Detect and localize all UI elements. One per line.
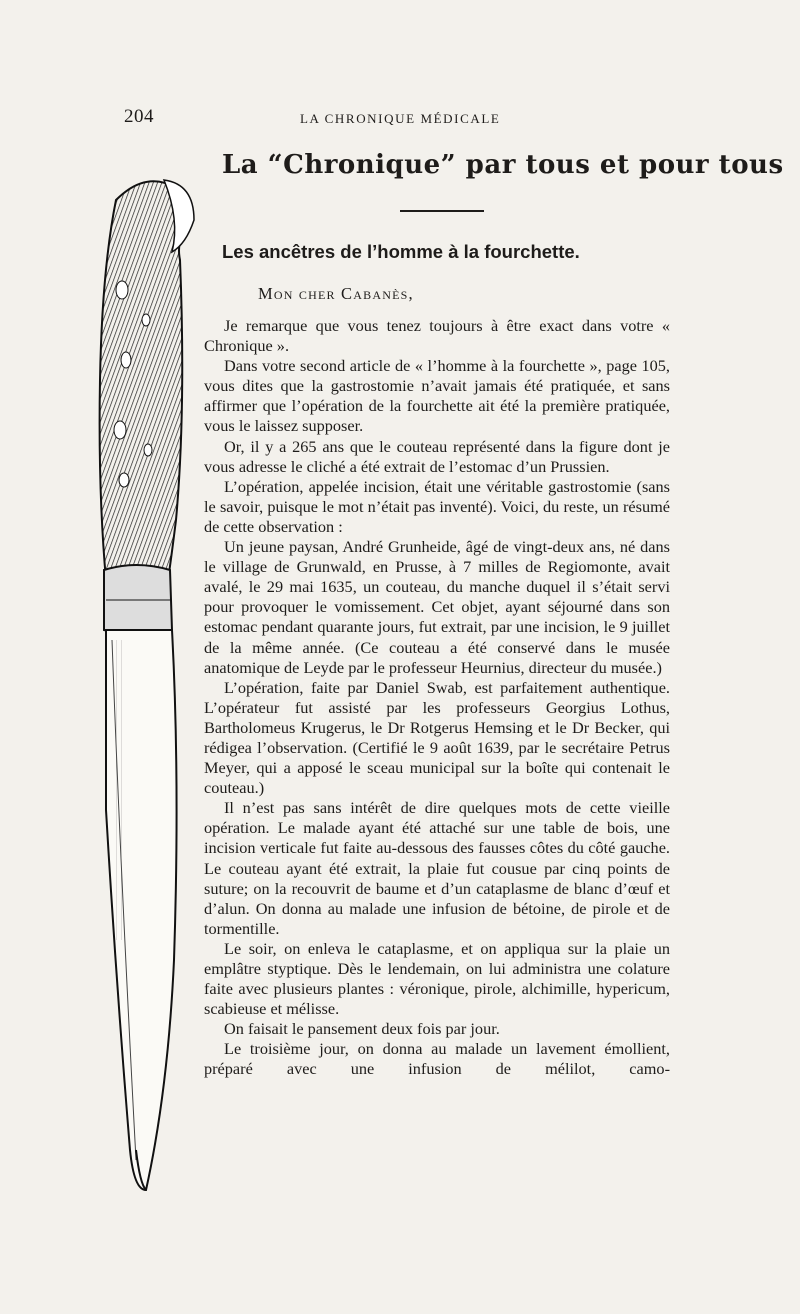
- running-head: LA CHRONIQUE MÉDICALE: [300, 111, 501, 126]
- paragraph: Le soir, on enleva le cataplasme, et on appliqua sur la plaie un emplâtre styptique. Dès le lendemain, on lui administra une colature faite avec plusieurs plantes : véronique, pirole, alchimille, hypericum, scabieuse et mélisse.: [204, 938, 670, 1019]
- article-subtitle: Les ancêtres de l’homme à la fourchette.: [222, 241, 580, 262]
- paragraph: Je remarque que vous tenez toujours à être exact dans votre « Chronique ».: [204, 316, 670, 356]
- paragraph: Or, il y a 265 ans que le couteau représenté dans la figure dont je vous adresse le cliché a été extrait de l’estomac d’un Prussien.: [204, 436, 670, 476]
- paragraph: Un jeune paysan, André Grunheide, âgé de vingt-deux ans, né dans le village de Grunwald, en Prusse, à 7 milles de Regiomonte, avait avalé, le 29 mai 1635, un couteau, du manche duquel il s’était servi pour provoquer le vomissement. Cet objet, ayant séjourné dans son estomac pendant quarante jours, fut extrait, par une incision, le 9 juillet de la même année. (Ce couteau a été conservé dans le musée anatomique de Leyde par le professeur Heurnius, directeur du musée.): [204, 537, 670, 677]
- salutation: Mon cher Cabanès,: [258, 284, 414, 303]
- article-title: La “Chronique” par tous et pour tous: [222, 150, 784, 180]
- page-number: 204: [124, 106, 154, 127]
- title-divider: [400, 210, 484, 212]
- paragraph: Il n’est pas sans intérêt de dire quelques mots de cette vieille opération. Le malade ayant été attaché sur une table de bois, une incision verticale fut faite au-dessous des fausses côtes du côté gauche. Le couteau ayant été extrait, la plaie fut cousue par cinq points de suture; on la recouvrit de baume et d’un cataplasme de blanc d’œuf et d’alun. On donna au malade une infusion de bétoine, de pirole et de tormentille.: [204, 798, 670, 938]
- knife-icon: [76, 160, 206, 1200]
- paragraph: L’opération, faite par Daniel Swab, est parfaitement authentique. L’opérateur fut assisté par les professeurs Georgius Lothus, Bartholomeus Krugerus, le Dr Rotgerus Hemsing et le Dr Becker, qui rédigea l’observation. (Certifié le 9 août 1639, par le secrétaire Petrus Meyer, qui a apposé le sceau municipal sur la boîte qui contenait le couteau.): [204, 677, 670, 798]
- paragraph: Le troisième jour, on donna au malade un lavement émollient, préparé avec une infusion de mélilot, camo-: [204, 1039, 670, 1079]
- article-body: [204, 316, 670, 1080]
- paragraph: L’opération, appelée incision, était une véritable gastrostomie (sans le savoir, puisque le mot n’était pas inventé). Voici, du reste, un résumé de cette observation :: [204, 476, 670, 536]
- paragraph: Dans votre second article de « l’homme à la fourchette », page 105, vous dites que la gastrostomie n’avait jamais été pratiquée, et sans affirmer que l’opération de la fourchette ait été la première pratiquée, vous le laissez supposer.: [204, 356, 670, 436]
- paragraph: On faisait le pansement deux fois par jour.: [224, 1019, 500, 1039]
